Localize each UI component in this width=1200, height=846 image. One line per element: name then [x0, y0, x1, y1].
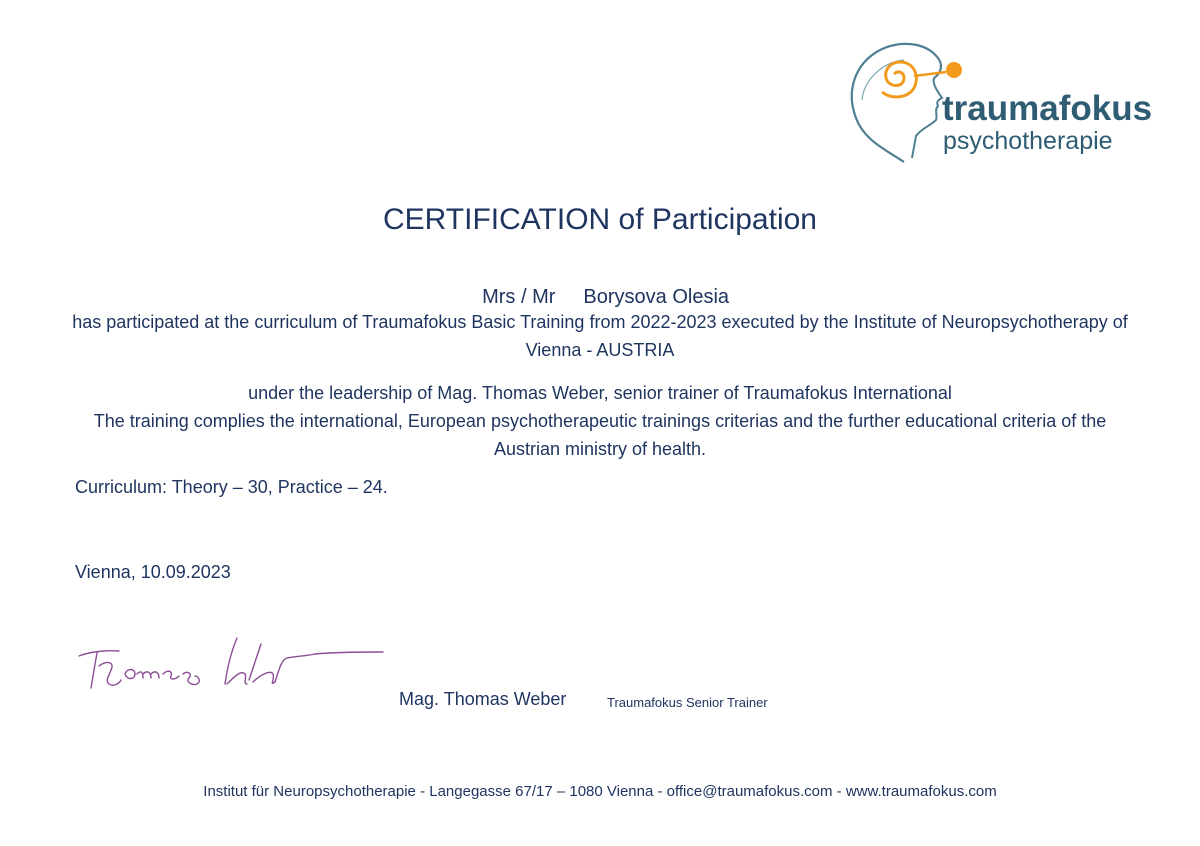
- logo-subtitle-text: psychotherapie: [943, 127, 1113, 155]
- signer-role: Traumafokus Senior Trainer: [607, 695, 768, 710]
- training-compliance-statement: [60, 379, 1140, 463]
- compliance-line: The training complies the international, European psychotherapeutic trainings criterias and the further educational criteria of the Austrian ministry of health.: [93, 411, 1107, 459]
- salutation: Mrs / Mr: [482, 286, 556, 308]
- traumafokus-logo: [842, 40, 1172, 165]
- participation-statement: has participated at the curriculum of Traumafokus Basic Training from 2022-2023 executed by the Institute of Neuropsychotherapy of Vienna - AUSTRIA: [72, 312, 1128, 360]
- logo-brand-text: traumafokus: [942, 89, 1153, 128]
- participant-line: [0, 263, 1200, 309]
- leadership-line: under the leadership of Mag. Thomas Weber, senior trainer of Traumafokus International: [248, 383, 952, 403]
- signer-name: Mag. Thomas Weber: [399, 689, 567, 709]
- certificate-title: CERTIFICATION of Participation: [382, 203, 817, 236]
- handwritten-signature: [75, 630, 385, 700]
- place-date: Vienna, 10.09.2023: [75, 562, 231, 582]
- participant-name: Borysova Olesia: [583, 286, 730, 308]
- institute-footer: Institut für Neuropsychotherapie - Langegasse 67/17 – 1080 Vienna - office@traumafokus.com - www.traumafokus.com: [203, 783, 997, 800]
- curriculum-hours: Curriculum: Theory – 30, Practice – 24.: [75, 477, 388, 497]
